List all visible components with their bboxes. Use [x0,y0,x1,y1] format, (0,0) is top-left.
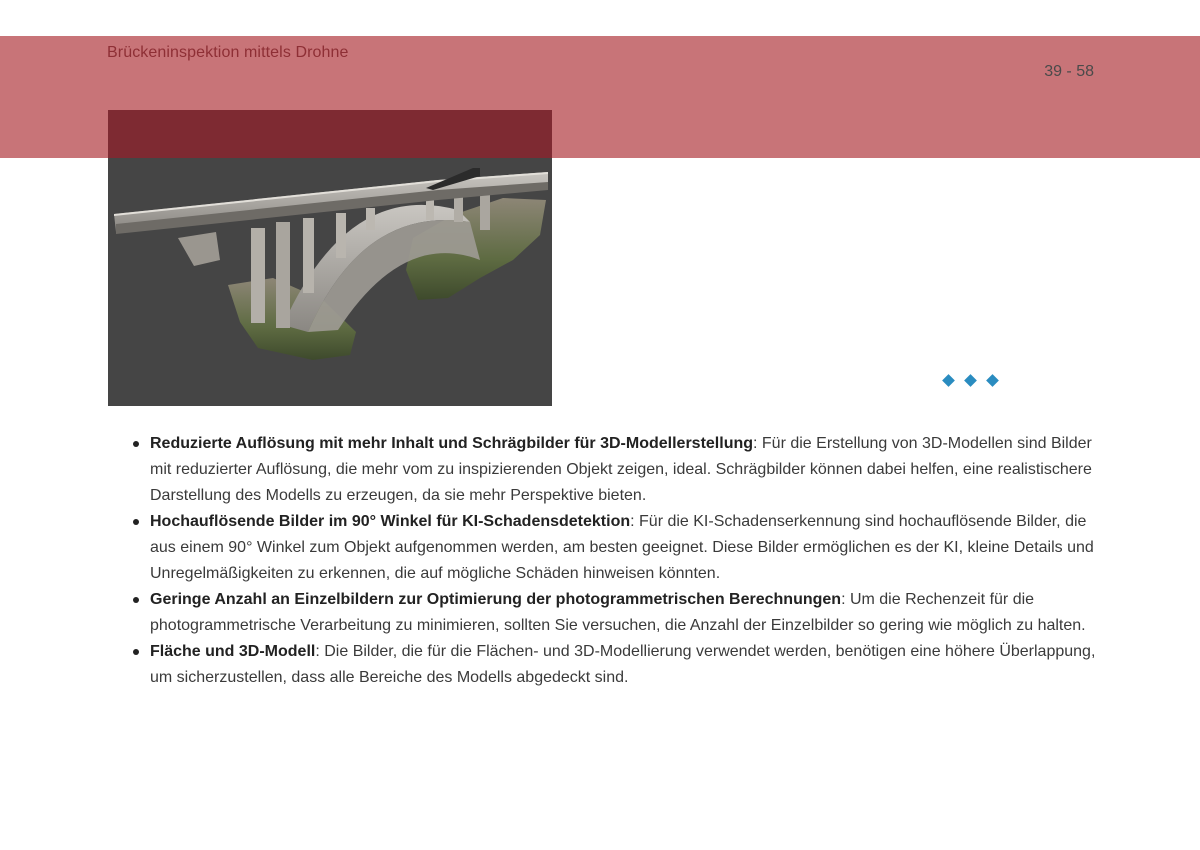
bullet-title: Reduzierte Auflösung mit mehr Inhalt und Schrägbilder für 3D-Modellerstellung [150,435,754,452]
pager-dot[interactable] [964,374,977,387]
bullet-list [150,431,1100,691]
bullet-text: : Für die KI-Schadenserkennung sind hochauflösende Bilder, die aus einem 90° Winkel zum Objekt aufgenommen werden, am besten geeignet. Diese Bilder ermöglichen es der KI, kleine Details und Unregelmäßigkeiten zu erkennen, die auf mögliche Schäden hinweisen könnten. [150,513,1094,582]
bullet-item [150,587,1100,639]
bullet-item [150,509,1100,587]
bullet-title: Fläche und 3D-Modell [150,643,316,660]
pager-dot[interactable] [942,374,955,387]
bullet-item [150,431,1100,509]
bullet-title: Hochauflösende Bilder im 90° Winkel für KI-Schadensdetektion [150,513,631,530]
pager-dot[interactable] [986,374,999,387]
pager-dots [944,376,997,385]
bullet-text: : Die Bilder, die für die Flächen- und 3D-Modellierung verwendet werden, benötigen eine höhere Überlappung, um sicherzustellen, dass alle Bereiche des Modells abgedeckt sind. [150,643,1096,686]
bullet-text: : Für die Erstellung von 3D-Modellen sind Bilder mit reduzierter Auflösung, die mehr vom zu inspizierenden Objekt zeigen, ideal. Schrägbilder können dabei helfen, eine realistischere Darstellung des Modells zu erzeugen, da sie mehr Perspektive bieten. [150,435,1092,504]
bridge-model-figure [108,110,552,406]
bullet-text: : Um die Rechenzeit für die photogrammetrische Verarbeitung zu minimieren, sollten Sie versuchen, die Anzahl der Einzelbilder so gering wie möglich zu halten. [150,591,1086,634]
document-title: Brückeninspektion mittels Drohne [107,44,349,61]
page-number: 39 - 58 [1044,63,1094,80]
bullet-title: Geringe Anzahl an Einzelbildern zur Optimierung der photogrammetrischen Berechnungen [150,591,842,608]
bridge-3d-model-image [108,110,552,406]
bullet-item [150,639,1100,691]
